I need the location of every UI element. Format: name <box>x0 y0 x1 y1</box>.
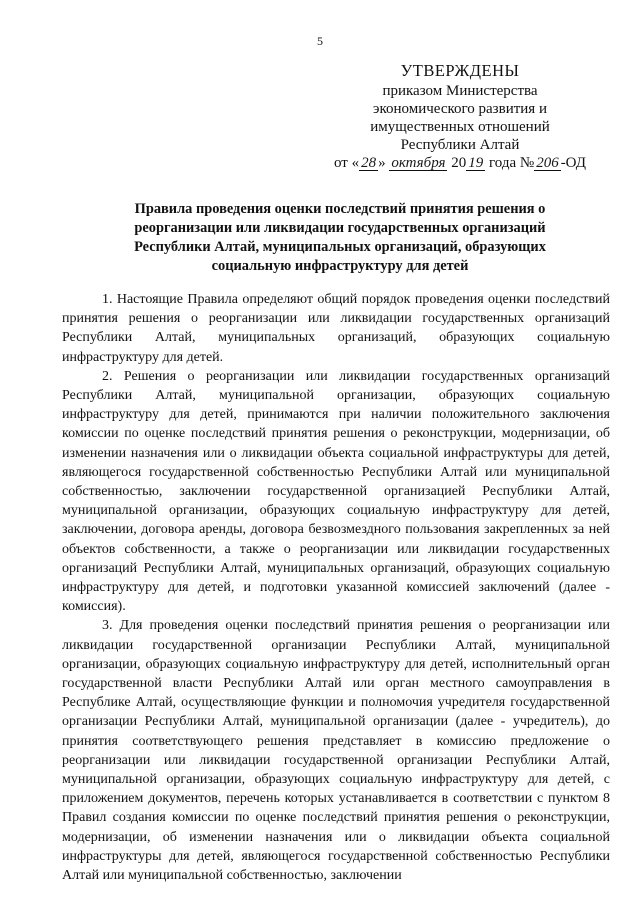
date-day: 28 <box>361 155 377 171</box>
date-year-prefix: 20 <box>447 155 467 171</box>
approval-line-1: приказом Министерства <box>382 83 538 99</box>
document-body <box>62 290 610 885</box>
approval-date-line <box>330 154 590 172</box>
approval-heading: УТВЕРЖДЕНЫ <box>400 61 520 80</box>
approval-line-3: имущественных отношений <box>370 119 550 135</box>
date-year-suffix: 19 <box>468 155 484 171</box>
approval-line-2: экономического развития и <box>373 101 547 117</box>
date-quote: » <box>378 155 390 171</box>
date-year-word: года № <box>485 155 535 171</box>
order-number: 206 <box>536 155 559 171</box>
date-prefix: от « <box>333 155 360 171</box>
paragraph-3: 3. Для проведения оценки последствий принятия решения о реорганизации или ликвидации государственной организации Республики Алтай, муниципальной организации, образующих социальную инфраструктуру для детей, исполнительный орган государственной власти Республики Алтай или орган местного самоуправления в Республике Алтай, осуществляющие функции и полномочия учредителя государственной организации Республики Алтай, муниципальной организации (далее - учредитель), до принятия соответствующего решения представляет в комиссию предложение о реорганизации или ликвидации государственной организации Республики Алтай, муниципальной организации, образующих социальную инфраструктуру для детей, с приложением документов, перечень которых устанавливается в соответствии с пунктом 8 Правил создания комиссии по оценке последствий принятия решения о реконструкции, модернизации, об изменении назначения или о ликвидации объекта социальной инфраструктуры для детей, являющегося государственной собственностью Республики Алтай или муниципальной собственностью, заключении <box>62 618 610 884</box>
page-number: 5 <box>317 34 323 48</box>
date-month: октября <box>391 155 446 171</box>
paragraph-1: 1. Настоящие Правила определяют общий порядок проведения оценки последствий принятия решения о реорганизации или ликвидации государственных организаций Республики Алтай, муниципальных организаций, образующих социальную инфраструктуру для детей. <box>62 292 610 365</box>
order-number-suffix: -ОД <box>560 155 586 171</box>
paragraph-2: 2. Решения о реорганизации или ликвидации государственных организаций Республики Алтай, муниципальной организации, образующих социальную инфраструктуру для детей, принимаются при наличии положительного заключения комиссии по оценке последствий принятия решения о реконструкции, модернизации, об изменении назначения или о ликвидации объекта социальной инфраструктуры для детей, являющегося государственной собственностью Республики Алтай или муниципальной собственностью, заключении государственной организацией Республики Алтай, муниципальной организации, образующих социальную инфраструктуру для детей, заключении, договора аренды, договора безвозмездного пользования закрепленных за ней объектов собственности, а также о реорганизации или ликвидации государственных организаций Республики Алтай, муниципальных организаций, образующих социальную инфраструктуру для детей, и подготовки указанной комиссией заключений (далее - комиссия). <box>62 368 610 615</box>
document-title: Правила проведения оценки последствий принятия решения о реорганизации или ликвидации государственных организаций Республики Алтай, муниципальных организаций, образующих социальную инфраструктуру для детей <box>134 201 546 274</box>
approval-stamp <box>330 60 590 172</box>
approval-line-4: Республики Алтай <box>400 137 520 153</box>
